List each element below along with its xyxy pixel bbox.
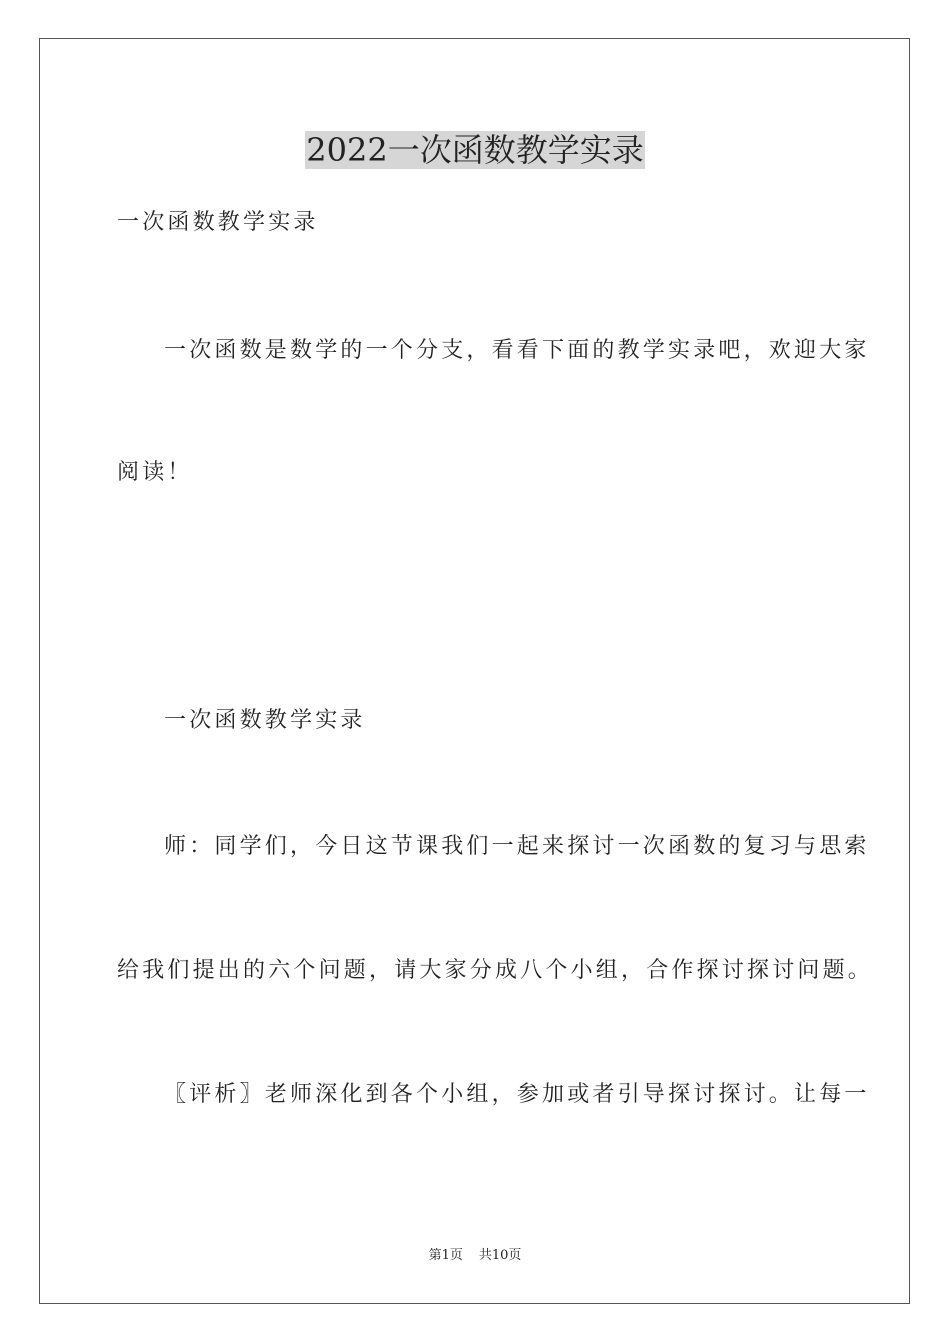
paragraph-line: 给我们提出的六个问题，请大家分成八个小组，合作探讨探讨问题。: [117, 958, 874, 983]
paragraph-line: 阅读！: [117, 460, 193, 485]
page-number: 第1页: [428, 1248, 463, 1263]
document-title-text: 2022一次函数教学实录: [306, 131, 644, 169]
paragraph-line: 〖评析〗老师深化到各个小组，参加或者引导探讨探讨。让每一: [164, 1082, 870, 1107]
paragraph-line: 师：同学们，今日这节课我们一起来探讨一次函数的复习与思索: [164, 834, 870, 859]
paragraph-line: 一次函数是数学的一个分支，看看下面的教学实录吧，欢迎大家: [164, 338, 870, 363]
document-title: [0, 128, 950, 172]
page-total: 共10页: [478, 1248, 522, 1263]
section-heading: 一次函数教学实录: [164, 708, 366, 733]
page-footer: [0, 1246, 950, 1266]
document-subtitle: 一次函数教学实录: [117, 210, 319, 235]
